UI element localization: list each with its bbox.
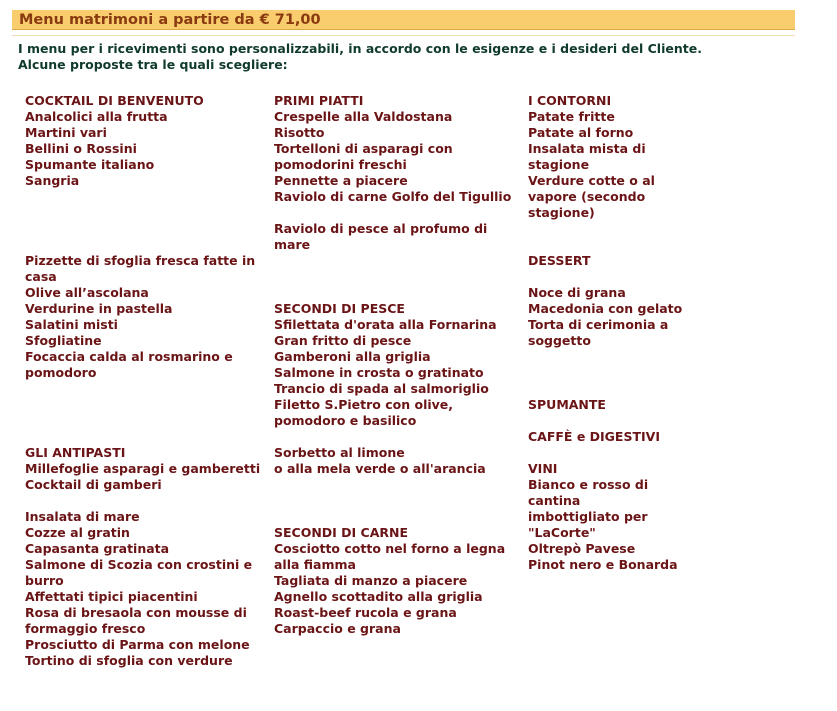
section-heading-vini: VINI (528, 461, 558, 476)
divider (12, 35, 795, 36)
section-heading-antipasti: GLI ANTIPASTI (25, 445, 126, 460)
menu-item: Risotto (274, 125, 325, 140)
menu-item: Carpaccio e grana (274, 621, 401, 636)
menu-item: Raviolo di carne Golfo del Tigullio (274, 189, 512, 204)
menu-item: Macedonia con gelato (528, 301, 683, 316)
menu-item: Trancio di spada al salmoriglio (274, 381, 489, 396)
menu-item: Rosa di bresaola con mousse di formaggio fresco (25, 605, 247, 636)
menu-item: Pizzette di sfoglia fresca fatte in casa (25, 253, 256, 284)
menu-item: Prosciutto di Parma con melone (25, 637, 250, 652)
menu-item: Pennette a piacere (274, 173, 408, 188)
menu-item: Analcolici alla frutta (25, 109, 168, 124)
menu-item: Tagliata di manzo a piacere (274, 573, 468, 588)
menu-item: Tortelloni di asparagi con pomodorini freschi (274, 141, 453, 172)
menu-column-1 (25, 93, 270, 669)
menu-item: Cozze al gratin (25, 525, 130, 540)
menu-item: o alla mela verde o all'arancia (274, 461, 486, 476)
menu-item: Insalata di mare (25, 509, 140, 524)
menu-item: Tortino di sfoglia con verdure (25, 653, 233, 668)
menu-item: Filetto S.Pietro con olive, pomodoro e basilico (274, 397, 454, 428)
menu-item: Martini vari (25, 125, 107, 140)
menu-item: Torta di cerimonia a soggetto (528, 317, 669, 348)
menu-item: Patate fritte (528, 109, 615, 124)
section-heading-cocktail: COCKTAIL DI BENVENUTO (25, 93, 204, 108)
menu-item: Gran fritto di pesce (274, 333, 412, 348)
menu-column-3 (528, 93, 683, 573)
menu-item: Crespelle alla Valdostana (274, 109, 453, 124)
intro-line-1: I menu per i ricevimenti sono personalizzabili, in accordo con le esigenze e i desideri del Cliente. (18, 41, 702, 56)
menu-item: Verdurine in pastella (25, 301, 173, 316)
menu-item: Agnello scottadito alla griglia (274, 589, 483, 604)
menu-item: Cocktail di gamberi (25, 477, 162, 492)
menu-item: Bianco e rosso di cantina imbottigliato per "LaCorte" (528, 477, 649, 540)
menu-item: Pinot nero e Bonarda (528, 557, 678, 572)
menu-item: Spumante italiano (25, 157, 155, 172)
section-heading-contorni: I CONTORNI (528, 93, 612, 108)
menu-item: Oltrepò Pavese (528, 541, 636, 556)
menu-item: Salatini misti (25, 317, 118, 332)
section-heading-dessert: DESSERT (528, 253, 591, 268)
menu-item: Patate al forno (528, 125, 634, 140)
menu-item: Sangria (25, 173, 80, 188)
menu-item: Millefoglie asparagi e gamberetti (25, 461, 261, 476)
section-heading-secondi-pesce: SECONDI DI PESCE (274, 301, 405, 316)
menu-item: Sorbetto al limone (274, 445, 405, 460)
section-heading-spumante: SPUMANTE (528, 397, 606, 412)
menu-item: Focaccia calda al rosmarino e pomodoro (25, 349, 233, 380)
menu-item: Gamberoni alla griglia (274, 349, 431, 364)
section-heading-caffe: CAFFÈ e DIGESTIVI (528, 429, 660, 444)
menu-item: Roast-beef rucola e grana (274, 605, 457, 620)
menu-item: Bellini o Rossini (25, 141, 137, 156)
section-heading-secondi-carne: SECONDI DI CARNE (274, 525, 409, 540)
menu-item: Affettati tipici piacentini (25, 589, 198, 604)
menu-item: Noce di grana (528, 285, 626, 300)
menu-item: Salmone di Scozia con crostini e burro (25, 557, 253, 588)
intro-line-2: Alcune proposte tra le quali scegliere: (18, 57, 288, 72)
menu-item: Raviolo di pesce al profumo di mare (274, 221, 488, 252)
menu-item: Verdure cotte o al vapore (secondo stagione) (528, 173, 655, 220)
menu-item: Olive all’ascolana (25, 285, 149, 300)
menu-item: Cosciotto cotto nel forno a legna alla fiamma (274, 541, 506, 572)
menu-item: Salmone in crosta o gratinato (274, 365, 484, 380)
menu-item: Sfilettata d'orata alla Fornarina (274, 317, 497, 332)
page-title: Menu matrimoni a partire da € 71,00 (12, 10, 795, 30)
menu-item: Sfogliatine (25, 333, 102, 348)
menu-item: Insalata mista di stagione (528, 141, 646, 172)
menu-item: Capasanta gratinata (25, 541, 170, 556)
menu-column-2 (274, 93, 524, 637)
section-heading-primi: PRIMI PIATTI (274, 93, 364, 108)
intro-text (18, 41, 702, 73)
